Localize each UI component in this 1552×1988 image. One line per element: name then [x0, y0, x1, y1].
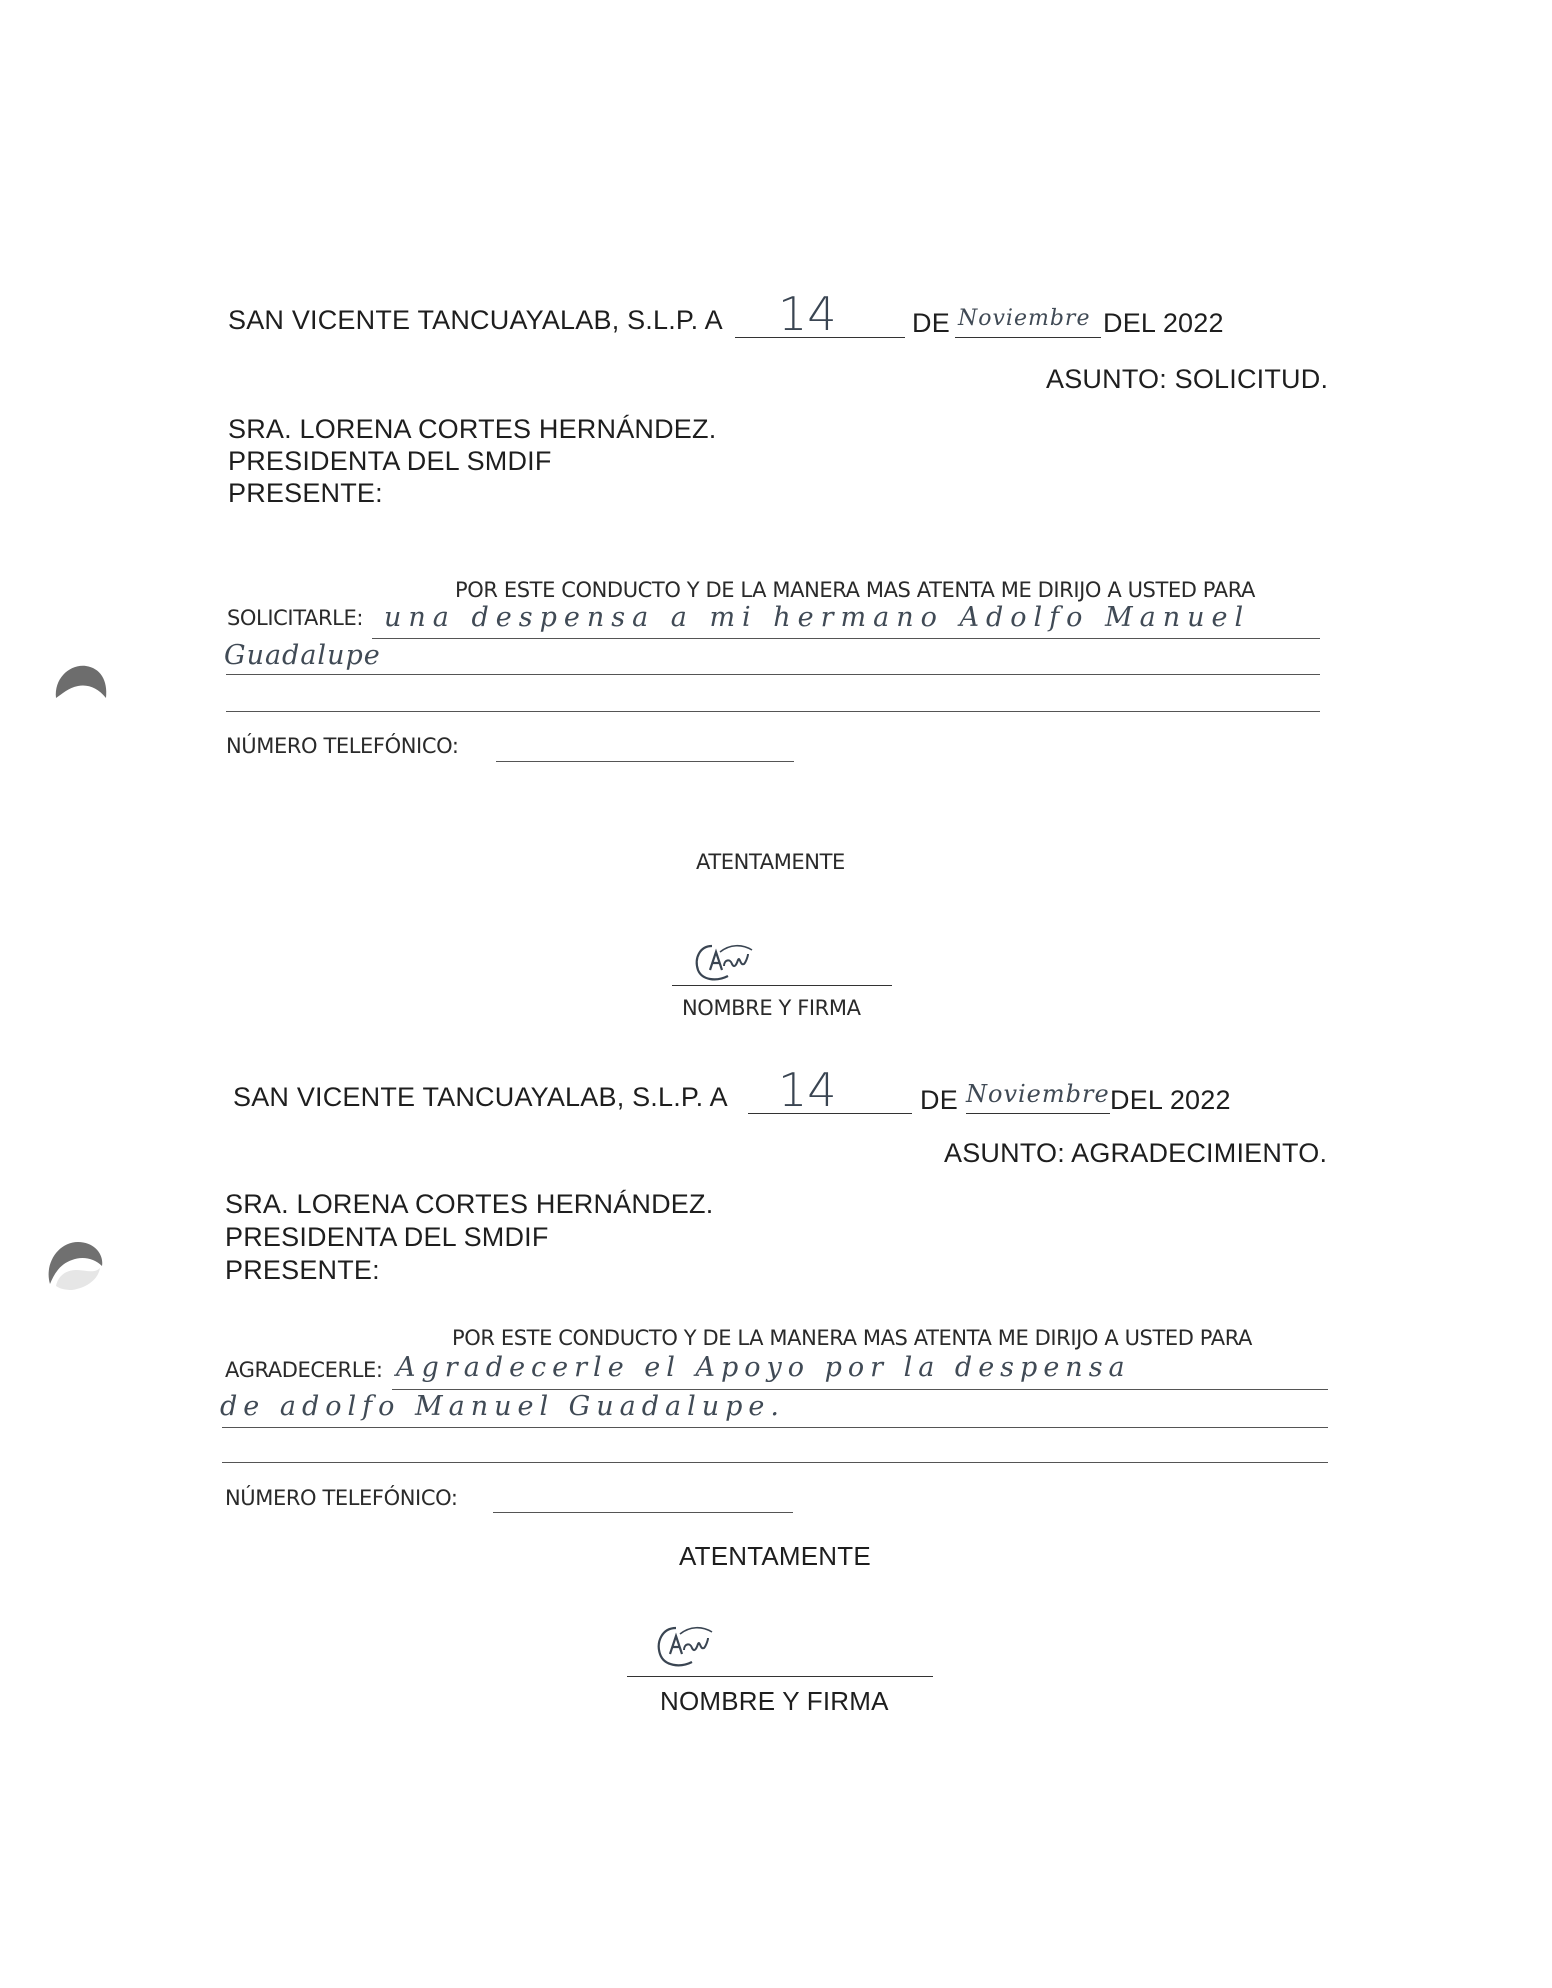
handwritten-thanks-line-1: Agradecerle el Apoyo por la despensa [396, 1352, 1131, 1383]
handwritten-day: 14 [778, 287, 837, 341]
recipient-name: SRA. LORENA CORTES HERNÁNDEZ. [225, 1189, 714, 1219]
request-underline-1 [372, 638, 1320, 639]
recipient-title: PRESIDENTA DEL SMDIF [228, 446, 552, 476]
handwritten-month: Noviembre [966, 1080, 1110, 1108]
body-intro: POR ESTE CONDUCTO Y DE LA MANERA MAS ATENTA ME DIRIJO A USTED PARA [455, 578, 1256, 602]
closing-text: ATENTAMENTE [696, 850, 845, 874]
phone-underline [493, 1512, 793, 1513]
thanks-underline-2 [222, 1427, 1328, 1428]
handwritten-request-line-2: Guadalupe [224, 640, 381, 671]
field-label: AGRADECERLE: [225, 1358, 383, 1382]
place-date-text: SAN VICENTE TANCUAYALAB, S.L.P. A [233, 1082, 728, 1112]
handwritten-month: Noviembre [958, 306, 1091, 331]
month-underline [955, 337, 1101, 338]
punch-hole-icon [42, 1232, 106, 1292]
thanks-underline-1 [392, 1389, 1328, 1390]
punch-hole-icon [50, 658, 110, 704]
year-label: DEL 2022 [1110, 1085, 1231, 1115]
place-date-text: SAN VICENTE TANCUAYALAB, S.L.P. A [228, 305, 723, 335]
month-underline [966, 1113, 1110, 1114]
handwritten-thanks-line-2: de adolfo Manuel Guadalupe. [220, 1391, 785, 1422]
signature-line [627, 1676, 933, 1677]
de-label: DE [912, 308, 950, 338]
subject-text: ASUNTO: SOLICITUD. [1046, 364, 1329, 394]
signature-line [672, 985, 892, 986]
subject-text: ASUNTO: AGRADECIMIENTO. [944, 1138, 1328, 1168]
signature-caption: NOMBRE Y FIRMA [660, 1686, 889, 1716]
signature-icon [690, 936, 760, 986]
phone-underline [496, 761, 794, 762]
de-label: DE [920, 1085, 958, 1115]
closing-text: ATENTAMENTE [679, 1541, 871, 1571]
request-underline-2 [226, 674, 1320, 675]
field-label: SOLICITARLE: [227, 606, 364, 630]
year-label: DEL 2022 [1103, 308, 1224, 338]
recipient-present: PRESENTE: [228, 478, 383, 508]
signature-icon [652, 1620, 722, 1672]
phone-label: NÚMERO TELEFÓNICO: [226, 734, 459, 758]
request-underline-3 [226, 711, 1320, 712]
body-intro: POR ESTE CONDUCTO Y DE LA MANERA MAS ATENTA ME DIRIJO A USTED PARA [452, 1326, 1253, 1350]
phone-label: NÚMERO TELEFÓNICO: [225, 1486, 458, 1510]
thanks-underline-3 [222, 1462, 1328, 1463]
handwritten-day: 14 [778, 1063, 837, 1117]
recipient-name: SRA. LORENA CORTES HERNÁNDEZ. [228, 414, 717, 444]
signature-caption: NOMBRE Y FIRMA [682, 996, 861, 1020]
handwritten-request-line-1: una despensa a mi hermano Adolfo Manuel [384, 602, 1251, 633]
recipient-title: PRESIDENTA DEL SMDIF [225, 1222, 549, 1252]
recipient-present: PRESENTE: [225, 1255, 380, 1285]
